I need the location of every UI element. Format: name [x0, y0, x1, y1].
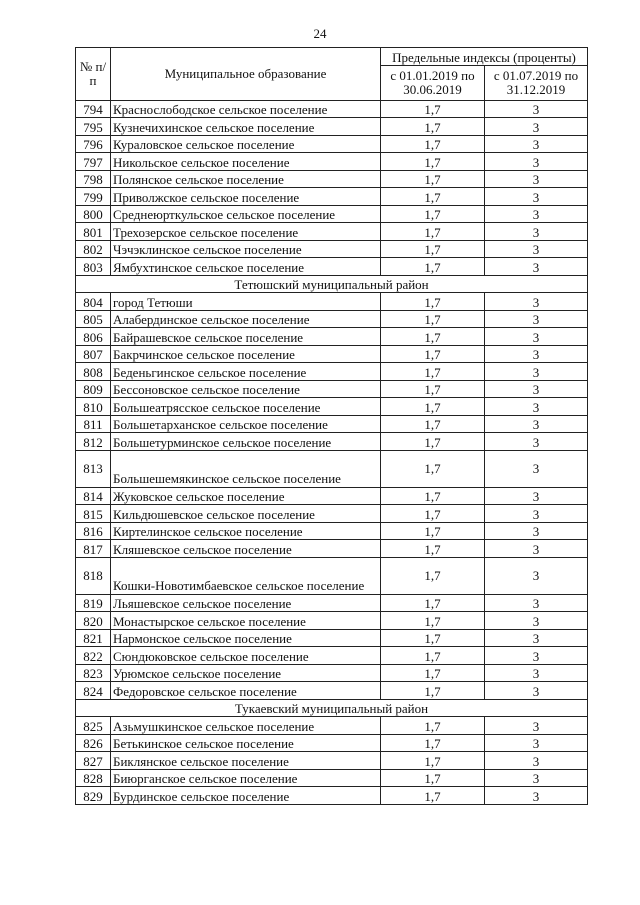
table-row	[76, 664, 588, 682]
municipality-name: Нармонское сельское поселение	[111, 629, 381, 647]
index-period-2: 3	[485, 682, 588, 700]
table-row	[76, 769, 588, 787]
municipality-name: Кураловское сельское поселение	[111, 135, 381, 153]
table-row	[76, 433, 588, 451]
table-row	[76, 450, 588, 487]
index-period-1: 1,7	[381, 363, 485, 381]
index-period-2: 3	[485, 647, 588, 665]
municipality-name: Беденьгинское сельское поселение	[111, 363, 381, 381]
index-period-1: 1,7	[381, 170, 485, 188]
table-row	[76, 415, 588, 433]
table-row	[76, 647, 588, 665]
row-number: 817	[76, 540, 111, 558]
row-number: 809	[76, 380, 111, 398]
index-period-2: 3	[485, 540, 588, 558]
index-period-2: 3	[485, 310, 588, 328]
index-period-1: 1,7	[381, 487, 485, 505]
table-row	[76, 223, 588, 241]
index-period-1: 1,7	[381, 223, 485, 241]
municipality-name: Никольское сельское поселение	[111, 153, 381, 171]
table-row	[76, 557, 588, 594]
index-period-2: 3	[485, 769, 588, 787]
index-period-1: 1,7	[381, 153, 485, 171]
municipality-name: Кошки-Новотимбаевское сельское поселение	[111, 557, 381, 594]
index-period-2: 3	[485, 135, 588, 153]
municipality-name: Федоровское сельское поселение	[111, 682, 381, 700]
index-period-1: 1,7	[381, 647, 485, 665]
index-period-2: 3	[485, 734, 588, 752]
row-number: 827	[76, 752, 111, 770]
table-row	[76, 487, 588, 505]
row-number: 822	[76, 647, 111, 665]
table-row	[76, 170, 588, 188]
index-period-1: 1,7	[381, 557, 485, 594]
index-period-1: 1,7	[381, 380, 485, 398]
row-number: 824	[76, 682, 111, 700]
municipality-name: Алабердинское сельское поселение	[111, 310, 381, 328]
index-period-1: 1,7	[381, 594, 485, 612]
row-number: 821	[76, 629, 111, 647]
column-header-number: № п/п	[76, 48, 111, 101]
table-row	[76, 188, 588, 206]
municipality-name: Кузнечихинское сельское поселение	[111, 118, 381, 136]
row-number: 825	[76, 717, 111, 735]
district-header-row	[76, 275, 588, 293]
table-row	[76, 717, 588, 735]
index-period-2: 3	[485, 717, 588, 735]
table-row	[76, 629, 588, 647]
column-header-period-2: с 01.07.2019 по 31.12.2019	[485, 65, 588, 100]
row-number: 800	[76, 205, 111, 223]
municipality-name: Бакрчинское сельское поселение	[111, 345, 381, 363]
index-period-1: 1,7	[381, 522, 485, 540]
row-number: 808	[76, 363, 111, 381]
index-period-2: 3	[485, 118, 588, 136]
index-period-2: 3	[485, 629, 588, 647]
municipality-name: Полянское сельское поселение	[111, 170, 381, 188]
municipality-name: Бурдинское сельское поселение	[111, 787, 381, 805]
index-period-1: 1,7	[381, 118, 485, 136]
index-period-1: 1,7	[381, 345, 485, 363]
municipality-name: Жуковское сельское поселение	[111, 487, 381, 505]
district-name: Тукаевский муниципальный район	[76, 699, 588, 717]
index-period-2: 3	[485, 664, 588, 682]
municipality-name: Большеатрясское сельское поселение	[111, 398, 381, 416]
table-row	[76, 240, 588, 258]
district-name: Тетюшский муниципальный район	[76, 275, 588, 293]
row-number: 804	[76, 293, 111, 311]
column-header-index-group: Предельные индексы (проценты)	[381, 48, 588, 66]
table-row	[76, 153, 588, 171]
municipality-name: Краснослободское сельское поселение	[111, 100, 381, 118]
index-period-2: 3	[485, 100, 588, 118]
index-period-1: 1,7	[381, 664, 485, 682]
municipality-name: Урюмское сельское поселение	[111, 664, 381, 682]
municipality-name: город Тетюши	[111, 293, 381, 311]
index-period-2: 3	[485, 258, 588, 276]
municipality-name: Биклянское сельское поселение	[111, 752, 381, 770]
index-period-1: 1,7	[381, 293, 485, 311]
index-period-1: 1,7	[381, 612, 485, 630]
municipality-name: Бетькинское сельское поселение	[111, 734, 381, 752]
municipality-name: Среднеюрткульское сельское поселение	[111, 205, 381, 223]
row-number: 811	[76, 415, 111, 433]
index-period-1: 1,7	[381, 188, 485, 206]
table-row	[76, 328, 588, 346]
row-number: 819	[76, 594, 111, 612]
index-period-2: 3	[485, 398, 588, 416]
table-row	[76, 258, 588, 276]
municipality-name: Киртелинское сельское поселение	[111, 522, 381, 540]
row-number: 803	[76, 258, 111, 276]
table-row	[76, 118, 588, 136]
index-period-1: 1,7	[381, 415, 485, 433]
table-row	[76, 345, 588, 363]
row-number: 816	[76, 522, 111, 540]
index-period-1: 1,7	[381, 258, 485, 276]
municipality-name: Монастырское сельское поселение	[111, 612, 381, 630]
table-row	[76, 540, 588, 558]
column-header-period-1: с 01.01.2019 по 30.06.2019	[381, 65, 485, 100]
row-number: 810	[76, 398, 111, 416]
page-number: 24	[313, 26, 327, 41]
municipality-name: Большетурминское сельское поселение	[111, 433, 381, 451]
municipality-name: Биюрганское сельское поселение	[111, 769, 381, 787]
municipality-name: Азьмушкинское сельское поселение	[111, 717, 381, 735]
column-header-municipality: Муниципальное образование	[111, 48, 381, 101]
index-period-1: 1,7	[381, 205, 485, 223]
table-row	[76, 293, 588, 311]
row-number: 815	[76, 505, 111, 523]
row-number: 829	[76, 787, 111, 805]
index-period-2: 3	[485, 380, 588, 398]
row-number: 801	[76, 223, 111, 241]
table-row	[76, 734, 588, 752]
table-row	[76, 612, 588, 630]
table-row	[76, 787, 588, 805]
index-period-2: 3	[485, 170, 588, 188]
index-period-1: 1,7	[381, 433, 485, 451]
municipality-name: Трехозерское сельское поселение	[111, 223, 381, 241]
index-period-1: 1,7	[381, 734, 485, 752]
index-period-1: 1,7	[381, 328, 485, 346]
municipality-name: Байрашевское сельское поселение	[111, 328, 381, 346]
row-number: 796	[76, 135, 111, 153]
row-number: 802	[76, 240, 111, 258]
index-period-2: 3	[485, 433, 588, 451]
index-period-1: 1,7	[381, 505, 485, 523]
table-row	[76, 398, 588, 416]
index-period-2: 3	[485, 594, 588, 612]
district-header-row	[76, 699, 588, 717]
index-period-1: 1,7	[381, 787, 485, 805]
index-period-1: 1,7	[381, 717, 485, 735]
index-period-2: 3	[485, 612, 588, 630]
row-number: 828	[76, 769, 111, 787]
municipality-name: Кляшевское сельское поселение	[111, 540, 381, 558]
index-period-1: 1,7	[381, 240, 485, 258]
index-period-2: 3	[485, 240, 588, 258]
table-body	[76, 100, 588, 804]
index-period-1: 1,7	[381, 769, 485, 787]
table-row	[76, 310, 588, 328]
index-period-1: 1,7	[381, 135, 485, 153]
table-row	[76, 100, 588, 118]
municipality-name: Ямбухтинское сельское поселение	[111, 258, 381, 276]
row-number: 798	[76, 170, 111, 188]
row-number: 823	[76, 664, 111, 682]
row-number: 826	[76, 734, 111, 752]
index-period-2: 3	[485, 787, 588, 805]
index-period-2: 3	[485, 450, 588, 487]
index-period-1: 1,7	[381, 100, 485, 118]
row-number: 812	[76, 433, 111, 451]
row-number: 814	[76, 487, 111, 505]
municipality-name: Бессоновское сельское поселение	[111, 380, 381, 398]
index-period-1: 1,7	[381, 682, 485, 700]
index-period-2: 3	[485, 328, 588, 346]
table-row	[76, 505, 588, 523]
table-row	[76, 205, 588, 223]
index-period-2: 3	[485, 293, 588, 311]
table-row	[76, 594, 588, 612]
index-period-2: 3	[485, 205, 588, 223]
index-period-1: 1,7	[381, 540, 485, 558]
table-row	[76, 363, 588, 381]
row-number: 818	[76, 557, 111, 594]
table-row	[76, 380, 588, 398]
table-row	[76, 522, 588, 540]
index-period-2: 3	[485, 188, 588, 206]
row-number: 794	[76, 100, 111, 118]
index-period-2: 3	[485, 522, 588, 540]
table-row	[76, 135, 588, 153]
index-period-2: 3	[485, 363, 588, 381]
municipality-name: Сюндюковское сельское поселение	[111, 647, 381, 665]
index-period-2: 3	[485, 223, 588, 241]
index-period-2: 3	[485, 153, 588, 171]
index-period-2: 3	[485, 557, 588, 594]
index-period-1: 1,7	[381, 450, 485, 487]
index-period-2: 3	[485, 415, 588, 433]
municipality-name: Кильдюшевское сельское поселение	[111, 505, 381, 523]
index-period-1: 1,7	[381, 629, 485, 647]
index-period-2: 3	[485, 345, 588, 363]
index-period-1: 1,7	[381, 752, 485, 770]
index-period-2: 3	[485, 487, 588, 505]
row-number: 799	[76, 188, 111, 206]
municipality-name: Приволжское сельское поселение	[111, 188, 381, 206]
table-header	[76, 48, 588, 101]
row-number: 806	[76, 328, 111, 346]
municipality-name: Чэчэклинское сельское поселение	[111, 240, 381, 258]
row-number: 807	[76, 345, 111, 363]
index-period-2: 3	[485, 752, 588, 770]
row-number: 797	[76, 153, 111, 171]
municipality-name: Льяшевское сельское поселение	[111, 594, 381, 612]
municipality-name: Большешемякинское сельское поселение	[111, 450, 381, 487]
table-row	[76, 752, 588, 770]
row-number: 820	[76, 612, 111, 630]
row-number: 813	[76, 450, 111, 487]
index-period-1: 1,7	[381, 398, 485, 416]
row-number: 795	[76, 118, 111, 136]
index-period-1: 1,7	[381, 310, 485, 328]
index-period-2: 3	[485, 505, 588, 523]
table-row	[76, 682, 588, 700]
row-number: 805	[76, 310, 111, 328]
municipality-name: Большетарханское сельское поселение	[111, 415, 381, 433]
municipal-index-table	[75, 47, 588, 805]
